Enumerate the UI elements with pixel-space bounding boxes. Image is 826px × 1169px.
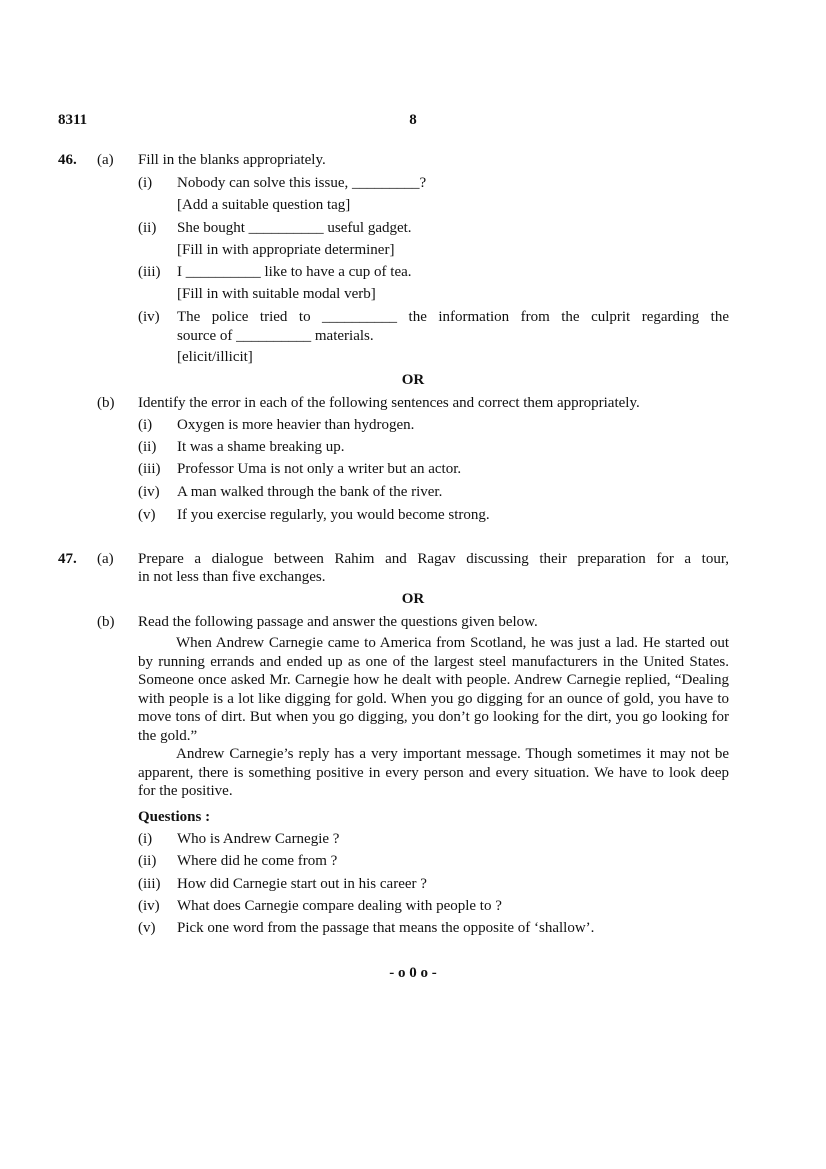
q47-part-a-label: (a)	[97, 551, 114, 567]
q46-b-item-3-num: (iii)	[138, 461, 161, 477]
q47-question-2-num: (ii)	[138, 853, 157, 869]
q47-question-1-num: (i)	[138, 831, 153, 847]
q47-question-3-text: How did Carnegie start out in his career ?	[177, 876, 427, 892]
q46-a-item-4-text-cont: source of __________ materials.	[177, 328, 374, 344]
q46-b-item-5-text: If you exercise regularly, you would become strong.	[177, 507, 490, 523]
question-46-number: 46.	[58, 152, 77, 168]
q46-a-item-4-num: (iv)	[138, 309, 160, 325]
questions-heading: Questions :	[138, 809, 211, 825]
q47-b-instruction: Read the following passage and answer the questions given below.	[138, 614, 538, 630]
q46-b-item-1-text: Oxygen is more heavier than hydrogen.	[177, 417, 415, 433]
q47-question-5-num: (v)	[138, 920, 156, 936]
q46-a-instruction: Fill in the blanks appropriately.	[138, 152, 326, 168]
q46-a-item-3-hint: [Fill in with suitable modal verb]	[177, 286, 376, 302]
q46-b-item-5-num: (v)	[138, 507, 156, 523]
q46-part-b-label: (b)	[97, 395, 115, 411]
q46-b-instruction: Identify the error in each of the following sentences and correct them appropriately.	[138, 395, 640, 411]
q47-a-prompt-line-1: Prepare a dialogue between Rahim and Ragav discussing their preparation for a tour,	[138, 551, 729, 567]
q46-a-item-4-text: The police tried to __________ the information from the culprit regarding the	[177, 309, 729, 325]
q46-or-divider: OR	[401, 372, 425, 388]
q46-b-item-4-text: A man walked through the bank of the river.	[177, 484, 443, 500]
q47-or-divider: OR	[401, 591, 425, 607]
q46-b-item-1-num: (i)	[138, 417, 153, 433]
page-number: 8	[409, 112, 417, 128]
q47-part-b-label: (b)	[97, 614, 115, 630]
q46-a-item-1-text: Nobody can solve this issue, _________?	[177, 175, 427, 191]
q46-a-item-2-num: (ii)	[138, 220, 157, 236]
q46-a-item-3-text: I __________ like to have a cup of tea.	[177, 264, 412, 280]
q47-a-prompt-line-2: in not less than five exchanges.	[138, 569, 326, 585]
q46-a-item-2-text: She bought __________ useful gadget.	[177, 220, 412, 236]
q47-question-4-num: (iv)	[138, 898, 160, 914]
q47-question-2-text: Where did he come from ?	[177, 853, 338, 869]
q47-question-4-text: What does Carnegie compare dealing with people to ?	[177, 898, 502, 914]
q46-a-item-1-hint: [Add a suitable question tag]	[177, 197, 351, 213]
reading-passage	[138, 634, 729, 801]
q46-b-item-2-text: It was a shame breaking up.	[177, 439, 345, 455]
question-47-number: 47.	[58, 551, 77, 567]
q46-b-item-2-num: (ii)	[138, 439, 157, 455]
q46-b-item-3-text: Professor Uma is not only a writer but an actor.	[177, 461, 462, 477]
q46-a-item-4-hint: [elicit/illicit]	[177, 349, 253, 365]
q46-b-item-4-num: (iv)	[138, 484, 160, 500]
passage-paragraph-1: When Andrew Carnegie came to America from Scotland, he was just a lad. He started out by running errands and ended up as one of the largest steel manufacturers in the United States. Someone once asked Mr. Carnegie how he dealt with people. Andrew Carnegie replied, “Dealing with people is a lot like digging for gold. When you go digging for an ounce of gold, you have to move tons of dirt. But when you go digging, you don’t go looking for the dirt, you go looking for the gold.”	[138, 635, 729, 744]
q46-a-item-2-hint: [Fill in with appropriate determiner]	[177, 242, 395, 258]
end-of-paper-mark: - o 0 o -	[389, 965, 437, 981]
q47-question-5-text: Pick one word from the passage that means the opposite of ‘shallow’.	[177, 920, 595, 936]
q46-a-item-1-num: (i)	[138, 175, 153, 191]
paper-code: 8311	[58, 112, 88, 128]
q46-a-item-3-num: (iii)	[138, 264, 161, 280]
q47-question-1-text: Who is Andrew Carnegie ?	[177, 831, 340, 847]
passage-paragraph-2: Andrew Carnegie’s reply has a very important message. Though sometimes it may not be apparent, there is something positive in every person and every situation. We have to look deep for the positive.	[138, 746, 729, 799]
q46-part-a-label: (a)	[97, 152, 114, 168]
q47-question-3-num: (iii)	[138, 876, 161, 892]
